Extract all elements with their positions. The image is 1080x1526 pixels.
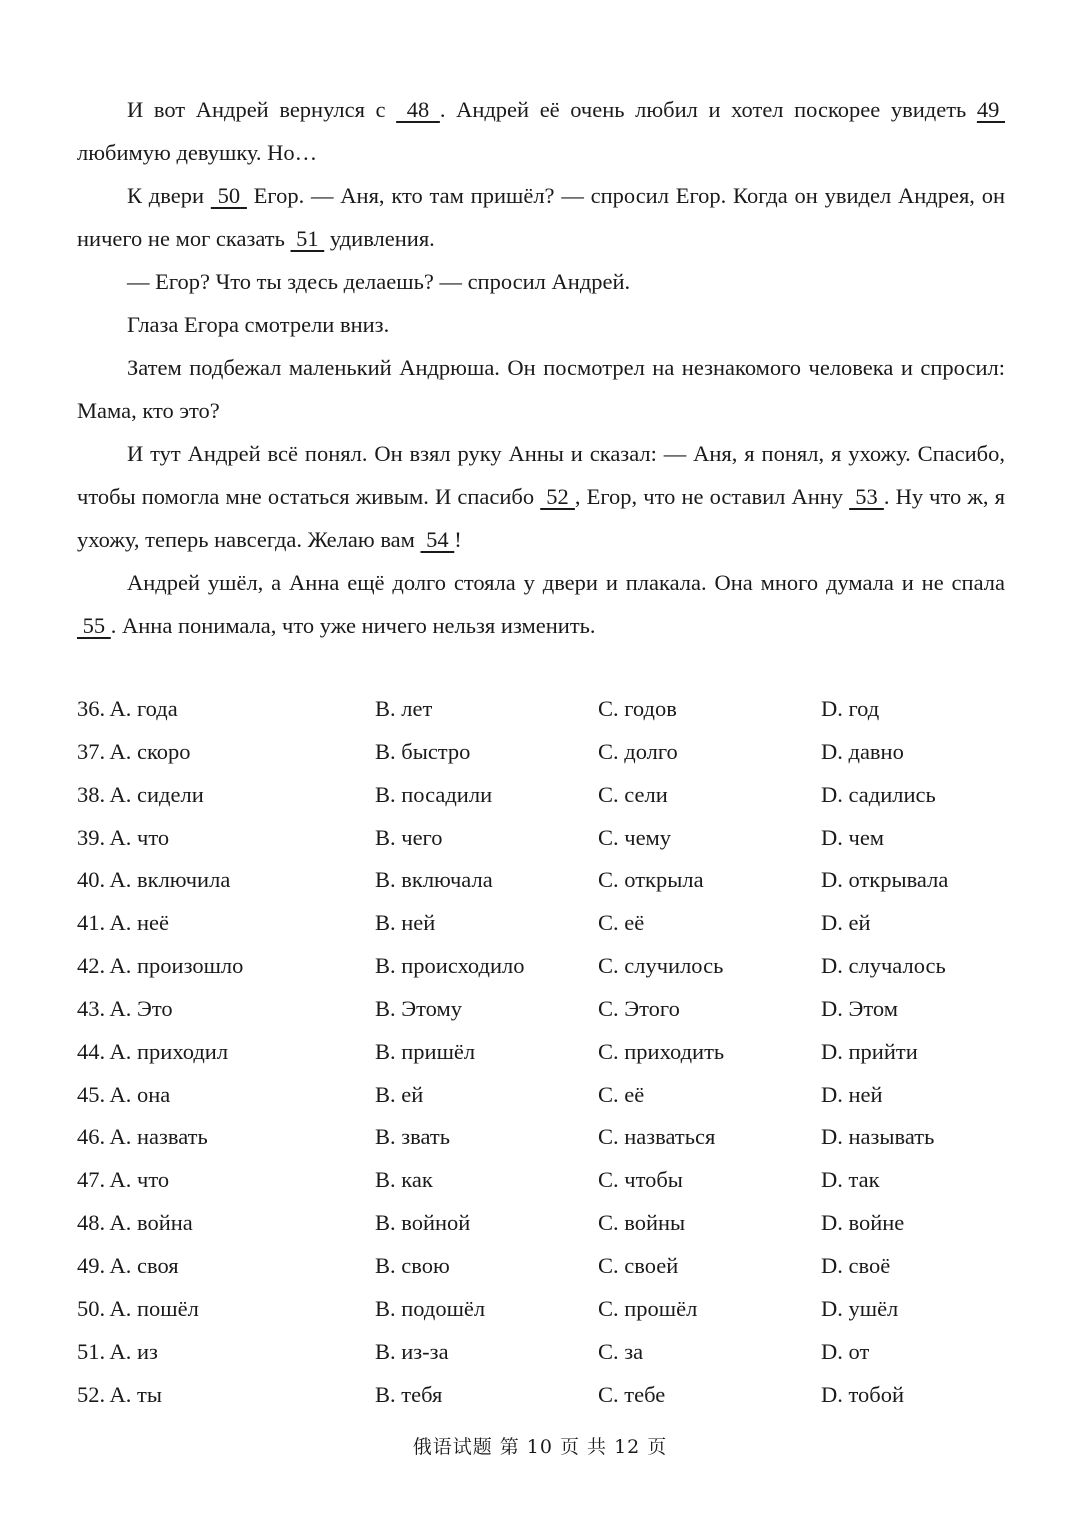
option-row-48: [77, 1202, 1005, 1245]
blank-49: 49: [976, 97, 1006, 122]
blank-51: 51: [290, 226, 325, 251]
option-d: D. прийти: [821, 1038, 918, 1064]
option-d: D. называть: [821, 1124, 935, 1150]
blank-52: 52: [540, 484, 575, 509]
blank-50: 50: [210, 183, 247, 208]
option-a: 39. A. что: [77, 824, 170, 850]
option-c: C. её: [598, 910, 645, 936]
option-a: 50. A. пошёл: [77, 1295, 199, 1321]
blank-54: 54: [420, 527, 455, 552]
text: . Ну что ж, я ухожу, теперь навсегда. Желаю вам: [77, 484, 1006, 552]
option-b: B. ней: [375, 910, 436, 936]
option-b: B. пришёл: [375, 1038, 476, 1064]
option-d: D. тобой: [821, 1381, 905, 1407]
option-d: D. давно: [821, 738, 904, 764]
option-row-49: [77, 1245, 1005, 1288]
option-d: D. случалось: [821, 953, 946, 979]
text: !: [454, 527, 462, 552]
option-c: C. её: [598, 1081, 645, 1107]
text: И тут Андрей всё понял. Он взял руку Анны и сказал: — Аня, я понял, я ухожу. Спасибо, чтобы помогла мне остаться живым. И спасибо: [77, 441, 1005, 509]
option-d: D. своё: [821, 1252, 891, 1278]
option-row-40: [77, 859, 1005, 902]
text: любимую девушку. Но…: [77, 140, 318, 165]
text: — Егор? Что ты здесь делаешь? — спросил Андрей.: [127, 269, 631, 294]
option-a: 36. A. года: [77, 696, 178, 721]
option-row-36: [77, 688, 1005, 731]
option-d: D. так: [821, 1167, 880, 1193]
option-b: B. включала: [375, 867, 493, 893]
option-a: 45. A. она: [77, 1081, 171, 1107]
option-b: B. как: [375, 1167, 433, 1193]
option-c: C. приходить: [598, 1038, 725, 1064]
option-c: C. долго: [598, 738, 678, 764]
paragraph-5: [77, 346, 1005, 432]
option-b: B. войной: [375, 1210, 471, 1236]
option-row-45: [77, 1074, 1005, 1117]
option-d: D. садились: [821, 781, 936, 807]
text: , Егор, что не оставил Анну: [574, 484, 850, 509]
option-row-44: [77, 1031, 1005, 1074]
option-b: B. лет: [375, 696, 433, 721]
page-footer: 俄语试题 第 10 页 共 12 页: [412, 1436, 668, 1458]
option-a: 42. A. произошло: [77, 953, 244, 979]
option-row-42: [77, 945, 1005, 988]
option-d: D. от: [821, 1338, 870, 1364]
option-a: 43. A. Это: [77, 995, 173, 1021]
option-b: B. из-за: [375, 1338, 449, 1364]
option-row-46: [77, 1116, 1005, 1159]
option-row-41: [77, 902, 1005, 945]
paragraph-4: [77, 303, 1005, 346]
option-a: 47. A. что: [77, 1167, 170, 1193]
option-c: C. войны: [598, 1210, 686, 1236]
option-b: B. свою: [375, 1252, 450, 1278]
option-b: B. Этому: [375, 995, 462, 1021]
option-c: C. Этого: [598, 995, 680, 1021]
paragraph-2: [77, 174, 1005, 260]
text: Егор. — Аня, кто там пришёл? — спросил Егор. Когда он увидел Андрея, он ничего не мог сказать: [77, 183, 1005, 251]
text: Затем подбежал маленький Андрюша. Он посмотрел на незнакомого человека и спросил: Мама, кто это?: [77, 355, 1005, 423]
option-row-38: [77, 774, 1005, 817]
text: . Анна понимала, что уже ничего нельзя изменить.: [110, 613, 596, 638]
option-d: D. год: [821, 696, 880, 721]
blank-53: 53: [849, 484, 884, 509]
paragraph-7: [77, 561, 1005, 647]
option-b: B. происходило: [375, 953, 525, 979]
paragraph-6: [77, 432, 1005, 561]
option-d: D. ней: [821, 1081, 883, 1107]
text: К двери: [127, 183, 211, 208]
option-a: 40. A. включила: [77, 867, 231, 893]
option-row-37: [77, 731, 1005, 774]
option-d: D. Этом: [821, 995, 898, 1021]
option-row-47: [77, 1159, 1005, 1202]
option-c: C. своей: [598, 1252, 679, 1278]
option-c: C. тебе: [598, 1381, 666, 1407]
option-row-50: [77, 1288, 1005, 1331]
option-row-52: [77, 1374, 1005, 1417]
option-c: C. годов: [598, 696, 677, 721]
option-c: C. за: [598, 1338, 644, 1364]
option-a: 44. A. приходил: [77, 1038, 229, 1064]
answer-options: [77, 688, 1005, 1416]
option-b: B. звать: [375, 1124, 450, 1150]
option-d: D. ушёл: [821, 1295, 899, 1321]
option-d: D. войне: [821, 1210, 905, 1236]
paragraph-3: [77, 260, 1005, 303]
option-row-51: [77, 1331, 1005, 1374]
option-d: D. ей: [821, 910, 871, 936]
option-d: D. открывала: [821, 867, 949, 893]
option-a: 38. A. сидели: [77, 781, 204, 807]
option-a: 52. A. ты: [77, 1381, 162, 1407]
option-c: C. назваться: [598, 1124, 716, 1150]
option-c: C. чему: [598, 824, 672, 850]
option-b: B. быстро: [375, 738, 471, 764]
text: удивления.: [324, 226, 435, 251]
text: . Андрей её очень любил и хотел поскорее увидеть: [439, 97, 977, 122]
option-a: 41. A. неё: [77, 910, 170, 936]
option-b: B. тебя: [375, 1381, 443, 1407]
text: Андрей ушёл, а Анна ещё долго стояла у двери и плакала. Она много думала и не спала: [127, 570, 1005, 595]
option-c: C. чтобы: [598, 1167, 683, 1193]
option-d: D. чем: [821, 824, 885, 850]
paragraph-1: [77, 88, 1005, 174]
option-row-43: [77, 988, 1005, 1031]
text: Глаза Егора смотрели вниз.: [127, 312, 390, 337]
option-c: C. случилось: [598, 953, 724, 979]
option-b: B. подошёл: [375, 1295, 486, 1321]
blank-55: 55: [77, 613, 111, 638]
option-c: C. открыла: [598, 867, 704, 893]
option-c: C. прошёл: [598, 1295, 698, 1321]
text: И вот Андрей вернулся с: [127, 97, 397, 122]
option-a: 49. A. своя: [77, 1252, 179, 1278]
option-a: 48. A. война: [77, 1210, 193, 1236]
option-b: B. чего: [375, 824, 443, 850]
option-row-39: [77, 817, 1005, 860]
option-b: B. посадили: [375, 781, 493, 807]
option-a: 51. A. из: [77, 1338, 158, 1364]
reading-passage: [77, 88, 1005, 647]
option-c: C. сели: [598, 781, 668, 807]
blank-48: 48: [396, 97, 440, 122]
option-a: 46. A. назвать: [77, 1124, 208, 1150]
option-b: B. ей: [375, 1081, 424, 1107]
option-a: 37. A. скоро: [77, 738, 191, 764]
